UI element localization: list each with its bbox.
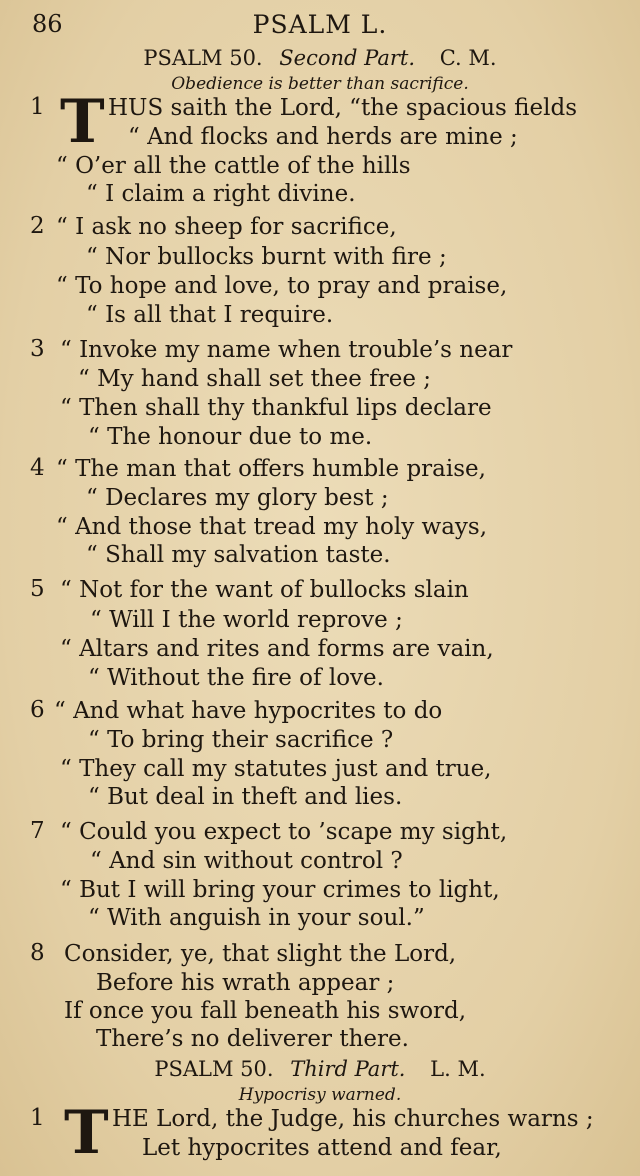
verse-line: “ Will I the world reprove ; <box>90 607 403 633</box>
verse-line: “ Not for the want of bullocks slain <box>60 577 469 603</box>
running-head <box>0 6 640 40</box>
psalm-label: PSALM 50. <box>154 1057 274 1081</box>
verse-line: Let hypocrites attend and fear, <box>142 1135 502 1161</box>
verse-number: 4 <box>30 455 45 481</box>
verse-line: “ With anguish in your soul.” <box>88 905 425 931</box>
verse-line: “ To bring their sacrifice ? <box>88 727 394 753</box>
verse-line: Before his wrath appear ; <box>96 970 395 996</box>
verse-number: 1 <box>30 94 45 120</box>
verse-line: “ Could you expect to ’scape my sight, <box>60 819 508 845</box>
verse-line: If once you fall beneath his sword, <box>64 998 467 1024</box>
verse-line: “ But I will bring your crimes to light, <box>60 877 500 903</box>
verse-line: HUS saith the Lord, “the spacious fields <box>108 95 578 121</box>
verse-line: “ And flocks and herds are mine ; <box>128 124 518 150</box>
section-heading-part3 <box>0 1057 640 1081</box>
verse-line: “ Without the fire of love. <box>88 665 384 691</box>
verse-line: “ My hand shall set thee free ; <box>78 366 431 392</box>
verse-line: “ The honour due to me. <box>88 424 373 450</box>
page-title: PSALM L. <box>252 10 388 39</box>
verse-line: “ And what have hypocrites to do <box>54 698 443 724</box>
verse-line: “ I claim a right divine. <box>86 181 356 207</box>
section-subtitle-part3: Hypocrisy warned. <box>238 1085 402 1105</box>
part-label: Second Part. <box>279 46 416 70</box>
verse-number: 8 <box>30 940 45 966</box>
verse-line: “ Is all that I require. <box>86 302 334 328</box>
verse-line: “ The man that offers humble praise, <box>56 456 486 482</box>
verse-line: “ Invoke my name when trouble’s near <box>60 337 513 363</box>
verse-number: 7 <box>30 818 45 844</box>
verse-line: HE Lord, the Judge, his churches warns ; <box>112 1106 594 1132</box>
verse-line: “ Nor bullocks burnt with fire ; <box>86 244 447 270</box>
verse-line: “ They call my statutes just and true, <box>60 756 492 782</box>
verse-line: “ I ask no sheep for sacrifice, <box>56 214 397 240</box>
verse-line: “ To hope and love, to pray and praise, <box>56 273 508 299</box>
verse-line: Consider, ye, that slight the Lord, <box>64 941 457 967</box>
verse-line: “ Shall my salvation taste. <box>86 542 391 568</box>
verse-number: 3 <box>30 336 45 362</box>
verse-line: “ O’er all the cattle of the hills <box>56 153 411 179</box>
drop-cap: T <box>64 1098 109 1168</box>
verse-line: There’s no deliverer there. <box>96 1026 409 1052</box>
verse-line: “ But deal in theft and lies. <box>88 784 403 810</box>
verse-line: “ Declares my glory best ; <box>86 485 389 511</box>
verse-number: 6 <box>30 697 45 723</box>
page-number: 86 <box>32 10 63 38</box>
verse-number: 5 <box>30 576 45 602</box>
section-subtitle-part2: Obedience is better than sacrifice. <box>171 74 469 94</box>
meter-label: C. M. <box>439 46 497 70</box>
verse-line: “ Then shall thy thankful lips declare <box>60 395 492 421</box>
verse-line: “ And sin without control ? <box>90 848 403 874</box>
psalm-label: PSALM 50. <box>143 46 263 70</box>
part-label: Third Part. <box>290 1057 406 1081</box>
verse-line: “ Altars and rites and forms are vain, <box>60 636 494 662</box>
verse-line: “ And those that tread my holy ways, <box>56 514 488 540</box>
meter-label: L. M. <box>430 1057 486 1081</box>
section-heading-part2 <box>0 46 640 70</box>
drop-cap: T <box>60 87 105 157</box>
verse-number: 1 <box>30 1105 45 1131</box>
verse-number: 2 <box>30 213 45 239</box>
